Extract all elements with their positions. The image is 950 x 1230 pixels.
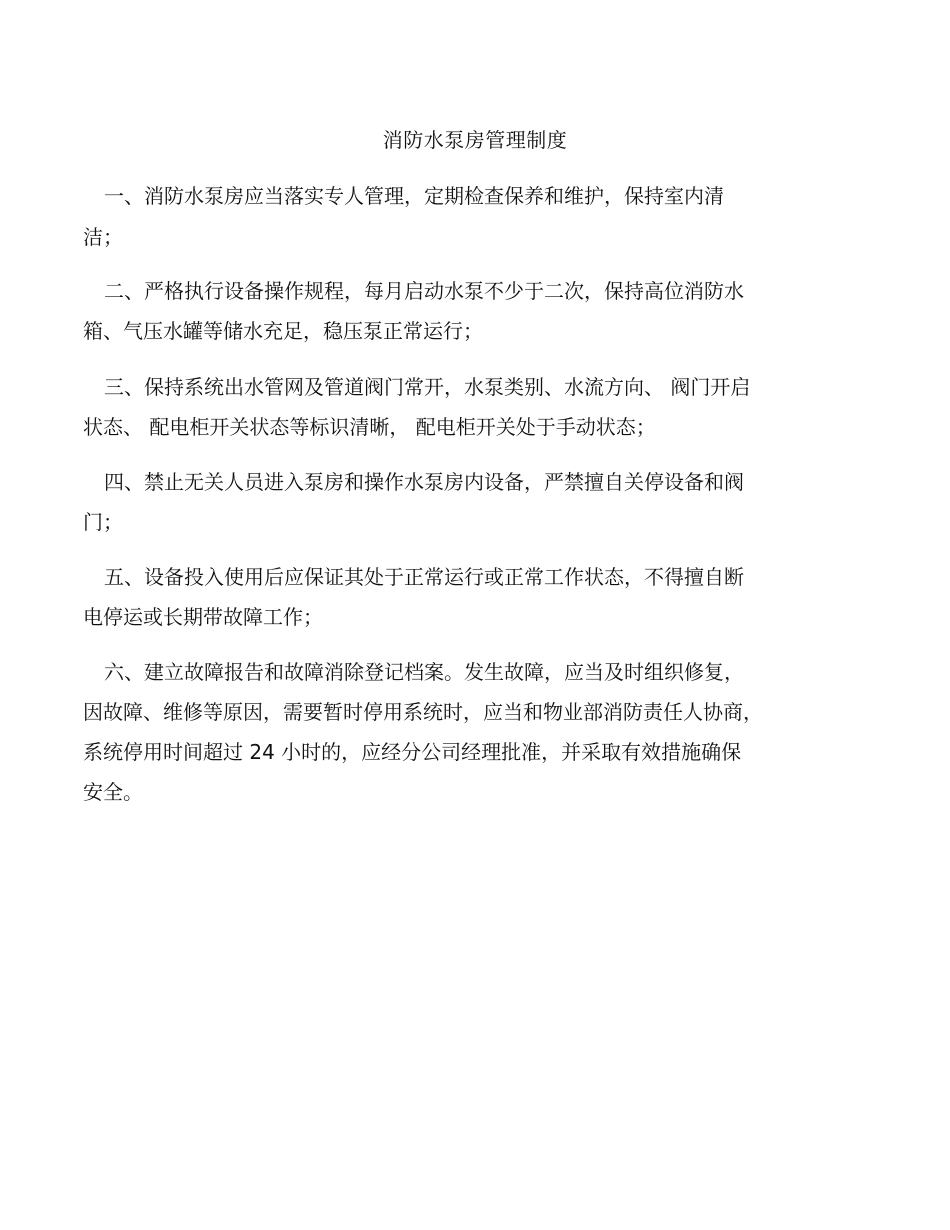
clause-3-line-1: 三、保持系统出水管网及管道阀门常开，水泵类别、水流方向、 阀门开启 [104,375,751,399]
clause-6-line-4: 安全。 [83,780,143,804]
clause-4-line-1: 四、禁止无关人员进入泵房和操作水泵房内设备，严禁擅自关停设备和阀 [104,470,744,494]
clause-2-line-1: 二、严格执行设备操作规程，每月启动水泵不少于二次，保持高位消防水 [104,279,744,303]
clause-3-line-2: 状态、 配电柜开关状态等标识清晰， 配电柜开关处于手动状态； [83,415,656,439]
clause-5-line-1: 五、设备投入使用后应保证其处于正常运行或正常工作状态，不得擅自断 [104,565,744,589]
clause-4-line-2: 门； [83,510,123,534]
clause-1-line-1: 一、消防水泵房应当落实专人管理，定期检查保养和维护，保持室内清 [104,184,724,208]
clause-6-line-2: 因故障、维修等原因，需要暂时停用系统时，应当和物业部消防责任人协商， [83,700,763,724]
clause-5-line-2: 电停运或长期带故障工作； [83,605,323,629]
clause-1-line-2: 洁； [83,225,123,249]
clause-2-line-2: 箱、气压水罐等储水充足，稳压泵正常运行； [83,319,483,343]
clause-6-line-1: 六、建立故障报告和故障消除登记档案。发生故障，应当及时组织修复， [104,660,744,684]
clause-6-line-3: 系统停用时间超过 24 小时的，应经分公司经理批准，并采取有效措施确保 [83,740,742,764]
page-title: 消防水泵房管理制度 [382,128,568,152]
